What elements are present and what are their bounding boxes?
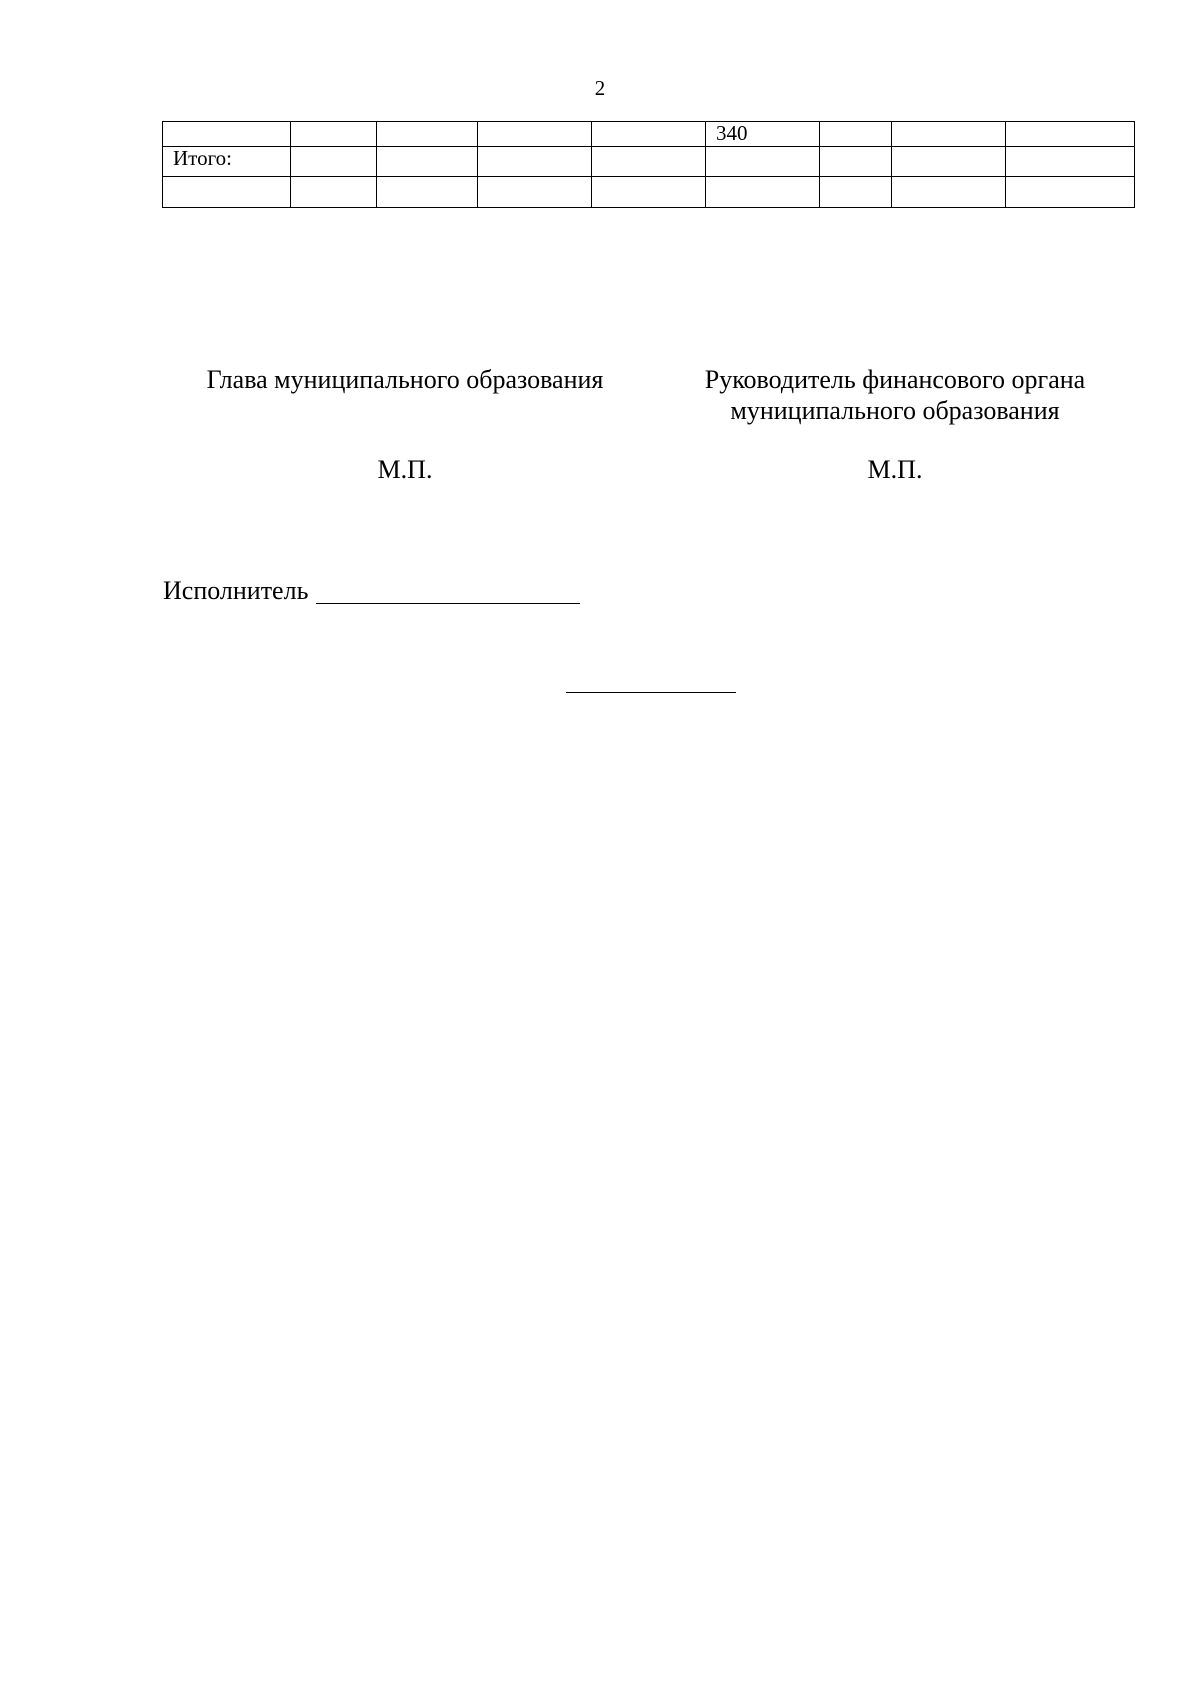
stamp-place-left: М.П. [377, 455, 433, 484]
head-of-municipality-title: Глава муниципального образования [206, 365, 604, 394]
table-row [163, 177, 1135, 208]
table-cell [820, 122, 892, 147]
data-table [162, 121, 1135, 208]
table-cell [892, 177, 1006, 208]
table-cell [1006, 122, 1135, 147]
table-cell [1006, 147, 1135, 177]
table-cell [892, 122, 1006, 147]
table-cell [291, 122, 377, 147]
table-cell [163, 122, 291, 147]
executor-signature-line [316, 603, 580, 604]
table-cell [478, 177, 592, 208]
table-cell-total-label: Итого: [163, 147, 291, 177]
table-cell [592, 177, 706, 208]
table-cell [706, 177, 820, 208]
table-cell [478, 147, 592, 177]
table-cell [478, 122, 592, 147]
table-cell [377, 122, 478, 147]
table-cell [291, 147, 377, 177]
table-cell [592, 122, 706, 147]
table-cell [820, 177, 892, 208]
finance-head-title-line1: Руководитель финансового органа [704, 365, 1086, 394]
end-of-document-rule [566, 692, 736, 693]
executor-label: Исполнитель [163, 576, 309, 605]
finance-head-title [660, 364, 1130, 426]
table-cell [377, 147, 478, 177]
table-cell [892, 147, 1006, 177]
finance-head-title-line2: муниципального образования [730, 396, 1060, 425]
table-cell [820, 147, 892, 177]
table-cell [592, 147, 706, 177]
stamp-place-right: М.П. [867, 455, 923, 484]
table-cell [377, 177, 478, 208]
table-row [163, 122, 1135, 147]
page-number: 2 [594, 76, 606, 100]
table-cell [706, 147, 820, 177]
table-cell [1006, 177, 1135, 208]
table-cell [291, 177, 377, 208]
table-row [163, 147, 1135, 177]
table-cell: 340 [706, 122, 820, 147]
table-cell [163, 177, 291, 208]
